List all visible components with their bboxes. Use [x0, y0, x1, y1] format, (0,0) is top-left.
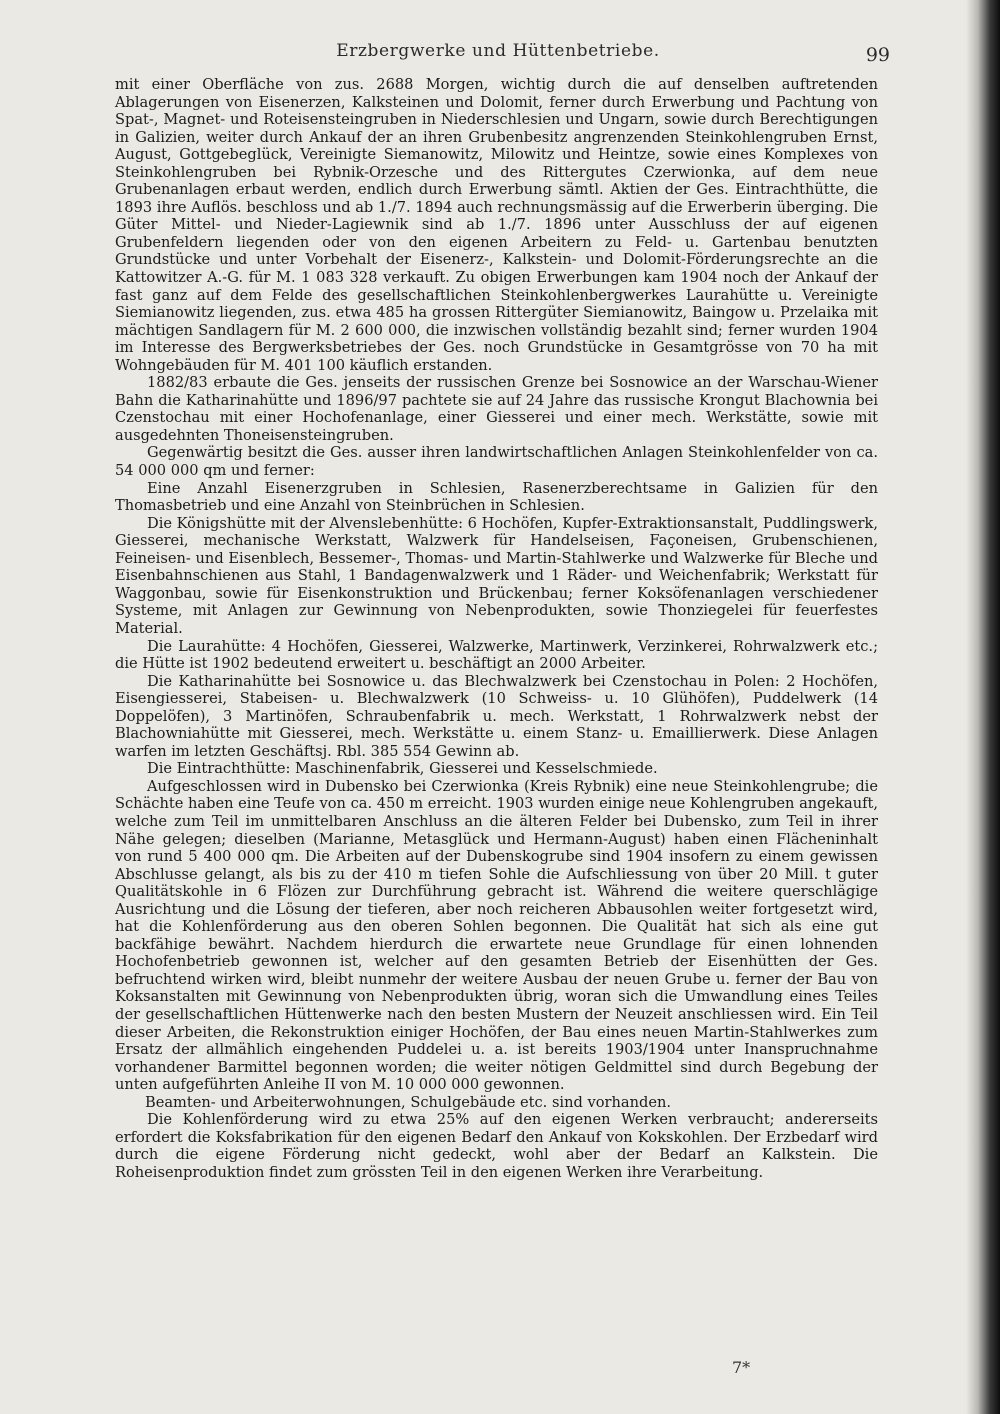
- paragraph-eintrachthuette: Die Eintrachthütte: Maschinenfabrik, Giesserei und Kesselschmiede.: [147, 760, 658, 778]
- running-title: Erzbergwerke und Hüttenbetriebe.: [336, 41, 660, 61]
- paragraph-katharinahuette-polen: Die Katharinahütte bei Sosnowice u. das Blechwalzwerk bei Czenstochau in Polen: 2 Hochöfen, Eisengiesserei, Stabeisen- u. Blechwalzwerk (10 Schweiss- u. 10 Glühöfen), Puddelwerk (14 Doppelöfen), 3 Martinöfen, Schraubenfabrik u. mech. Werkstatt, 1 Rohrwalzwerk nebst der Blachowniahütte mit Giesserei, mech. Werkstätte u. einem Stanz- u. Emaillierwerk. Diese Anlagen warfen im letzten Geschäftsj. Rbl. 385 554 Gewinn ab.: [115, 672, 878, 760]
- page-number: 99: [865, 44, 890, 66]
- paragraph-laurahuette: Die Laurahütte: 4 Hochöfen, Giesserei, Walzwerke, Martinwerk, Verzinkerei, Rohrwalzwerk etc.; die Hütte ist 1902 bedeutend erweitert u. beschäftigt an 2000 Arbeiter.: [115, 637, 878, 673]
- paragraph-current-holdings: Gegenwärtig besitzt die Ges. ausser ihren landwirtschaftlichen Anlagen Steinkohlenfelder von ca. 54 000 000 qm und ferner:: [115, 444, 878, 480]
- paragraph-katharinahuette: 1882/83 erbaute die Ges. jenseits der russischen Grenze bei Sosnowice an der Warschau-Wiener Bahn die Katharinahütte und 1896/97 pachtete sie auf 24 Jahre das russische Krongut Blachownia bei Czenstochau mit einer Hochofenanlage, einer Giesserei und einer mech. Werkstätte, sowie mit ausgedehnten Thoneisensteingruben.: [115, 374, 878, 444]
- book-spine-edge: [966, 0, 1000, 1414]
- paragraph-continuation: mit einer Oberfläche von zus. 2688 Morgen, wichtig durch die auf denselben auftretenden Ablagerungen von Eisenerzen, Kalksteinen und Dolomit, ferner durch Erwerbung und Pachtung von Spat-, Magnet- und Roteisensteingruben in Niederschlesien und Ungarn, sowie durch Berechtigungen in Galizien, weiter durch Ankauf der an ihren Grubenbesitz angrenzenden Steinkohlengruben Ernst, August, Gottgebeglück, Vereinigte Siemanowitz, Milowitz und Heintze, sowie eines Komplexes von Steinkohlengruben bei Rybnik-Orzesche und des Rittergutes Czerwionka, auf dem neue Grubenanlagen erbaut werden, endlich durch Erwerbung sämtl. Aktien der Ges. Eintrachthütte, die 1893 ihre Auflös. beschloss und ab 1./7. 1894 auch rechnungsmässig auf die Erwerberin überging. Die Güter Mittel- und Nieder-Lagiewnik sind ab 1./7. 1896 unter Ausschluss der auf eigenen Grubenfeldern liegenden oder von den eigenen Arbeitern zu Feld- u. Gartenbau benutzten Grundstücke und unter Vorbehalt der Eisenerz-, Kalkstein- und Dolomit-Förderungsrechte an die Kattowitzer A.-G. für M. 1 083 328 verkauft. Zu obigen Erwerbungen kam 1904 noch der Ankauf der fast ganz auf dem Felde des gesellschaftlichen Steinkohlenbergwerkes Laurahütte u. Vereinigte Siemianowitz liegenden, zus. etwa 485 ha grossen Rittergüter Siemianowitz, Baingow u. Przelaika mit mächtigen Sandlagern für M. 2 600 000, die inzwischen vollständig bezahlt sind; ferner wurden 1904 im Interesse des Bergwerksbetriebes der Ges. noch Grundstücke in Gesamtgrösse von 70 ha mit Wohngebäuden für M. 401 100 käuflich erstanden.: [115, 76, 878, 374]
- paragraph-kohlenfoerderung: Die Kohlenförderung wird zu etwa 25% auf den eigenen Werken verbraucht; andererseits erfordert die Koksfabrikation für den eigenen Bedarf den Ankauf von Kokskohlen. Der Erzbedarf wird durch die eigene Förderung nicht gedeckt, wohl aber der Bedarf an Kalkstein. Die Roheisenproduktion findet zum grössten Teil in den eigenen Werken ihre Verarbeitung.: [115, 1111, 878, 1181]
- paragraph-dubensko: Aufgeschlossen wird in Dubensko bei Czerwionka (Kreis Rybnik) eine neue Steinkohlengrube; die Schächte haben eine Teufe von ca. 450 m erreicht. 1903 wurden einige neue Kohlengruben angekauft, welche zum Teil im unmittelbaren Anschluss an die älteren Felder bei Dubensko, zum Teil in ihrer Nähe gelegen; dieselben (Marianne, Metasglück und Hermann-August) haben einen Flächeninhalt von rund 5 400 000 qm. Die Arbeiten auf der Dubenskogrube sind 1904 insofern zu einem gewissen Abschlusse gelangt, als bis zu der 410 m tiefen Sohle die Aufschliessung von über 20 Mill. t guter Qualitätskohle in 6 Flözen zur Durchführung gebracht ist. Während die weitere querschlägige Ausrichtung und die Lösung der tieferen, aber noch reicheren Abbausohlen weiter fortgesetzt wird, hat die Kohlenförderung aus den oberen Sohlen begonnen. Die Qualität hat sich als eine gut backfähige bewährt. Nachdem hierdurch die erwartete neue Grundlage für einen lohnenden Hochofenbetrieb gewonnen ist, welcher auf den gesamten Betrieb der Eisenhütten der Ges. befruchtend wirken wird, bleibt nunmehr der weitere Ausbau der neuen Grube u. ferner der Bau von Koksanstalten mit Gewinnung von Nebenprodukten übrig, woran sich die Umwandlung eines Teiles der gesellschaftlichen Hüttenwerke nach den besten Mustern der Neuzeit anschliessen wird. Ein Teil dieser Arbeiten, die Rekonstruktion einiger Hochöfen, der Bau eines neuen Martin-Stahlwerkes zum Ersatz der allmählich eingehenden Puddelei u. a. ist bereits 1903/1904 unter Inanspruchnahme vorhandener Barmittel begonnen worden; die weiter nötigen Geldmittel sind durch Begebung der unten aufgeführten Anleihe II von M. 10 000 000 gewonnen.: [115, 777, 878, 1094]
- running-header: [118, 38, 890, 68]
- page-body: [115, 76, 878, 1181]
- paragraph-wohnungen: Beamten- und Arbeiterwohnungen, Schulgebäude etc. sind vorhanden.: [145, 1093, 672, 1111]
- paragraph-eisenerzgruben: Eine Anzahl Eisenerzgruben in Schlesien, Rasenerzberechtsame in Galizien für den Thomasbetrieb und eine Anzahl von Steinbrüchen in Schlesien.: [115, 479, 878, 515]
- signature-mark: 7*: [732, 1358, 751, 1377]
- paragraph-koenigshuette: Die Königshütte mit der Alvenslebenhütte: 6 Hochöfen, Kupfer-Extraktionsanstalt, Puddlingswerk, Giesserei, mechanische Werkstatt, Walzwerk für Handelseisen, Façoneisen, Grubenschienen, Feineisen- und Eisenblech, Bessemer-, Thomas- und Martin-Stahlwerke und Walzwerke für Bleche und Eisenbahnschienen aus Stahl, 1 Bandagenwalzwerk und 1 Räder- und Weichenfabrik; Werkstatt für Waggonbau, sowie für Eisenkonstruktion und Brückenbau; ferner Koksöfenanlagen verschiedener Systeme, mit Anlagen zur Gewinnung von Nebenprodukten, sowie Thonziegelei für feuerfestes Material.: [115, 514, 878, 637]
